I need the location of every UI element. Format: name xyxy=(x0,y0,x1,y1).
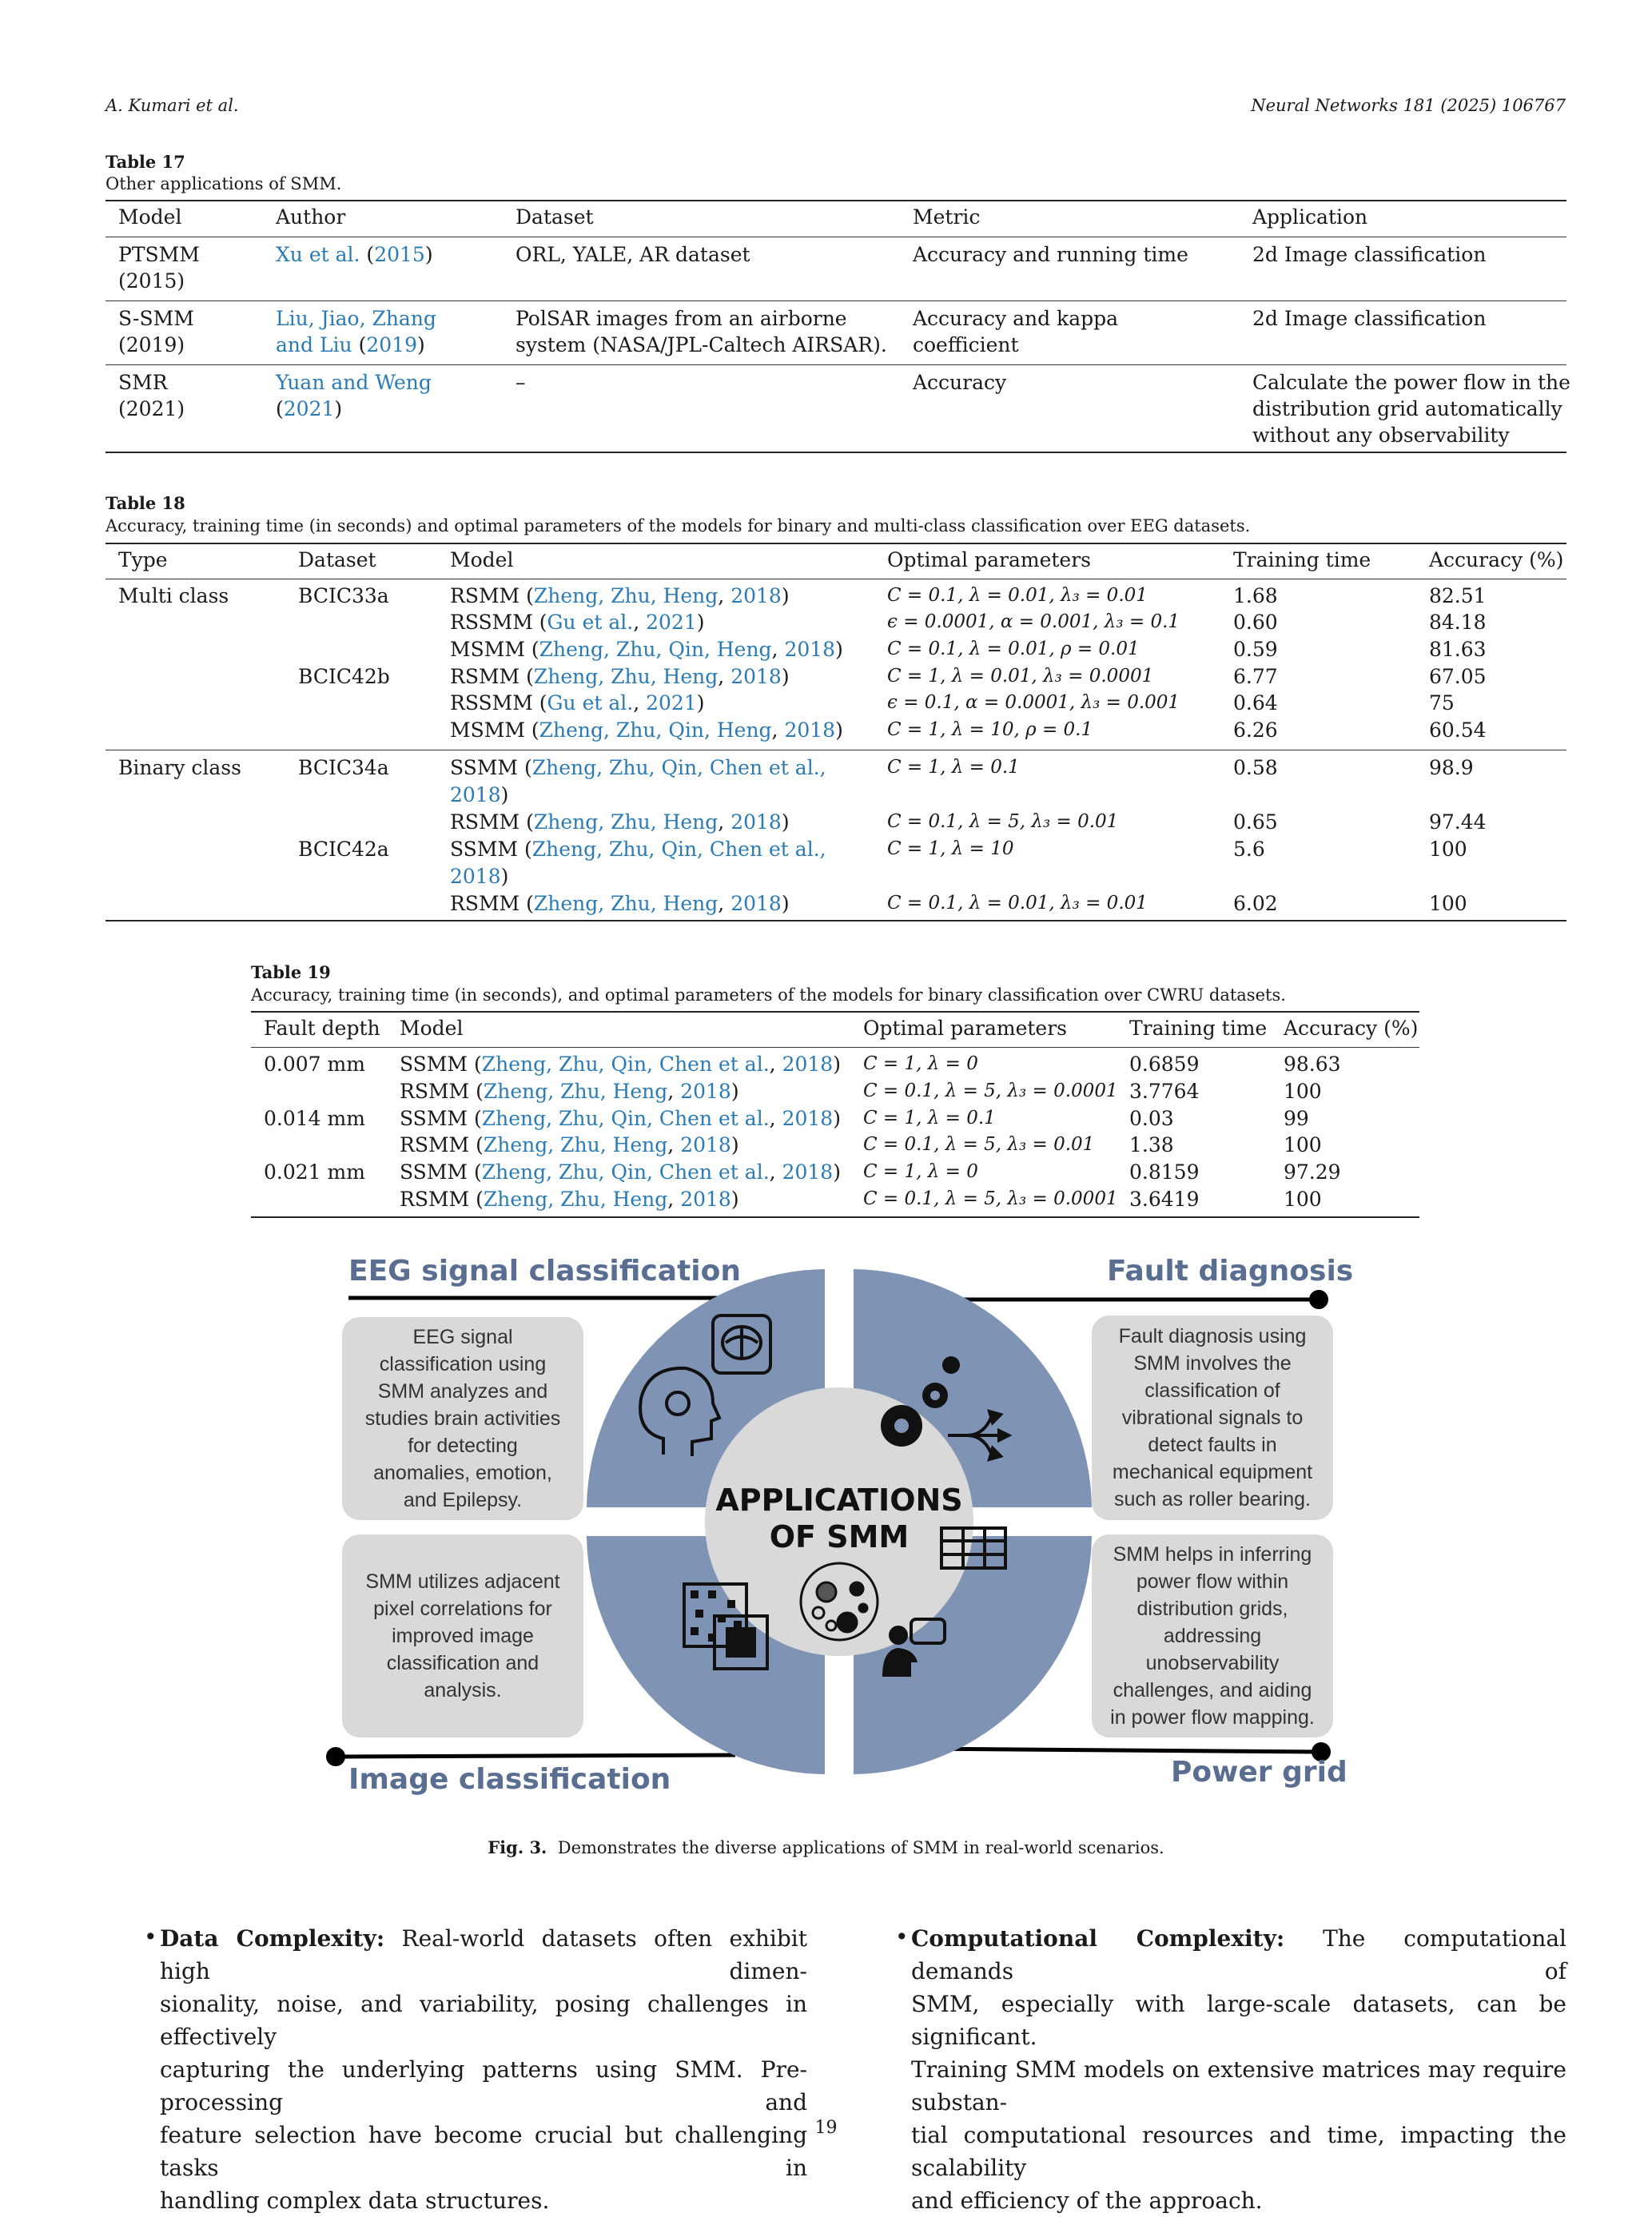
table18-col-header: Model xyxy=(450,548,514,571)
table19-col-header: Optimal parameters xyxy=(863,1017,1067,1040)
box-image xyxy=(342,1534,583,1737)
table18-time: 6.26 xyxy=(1233,718,1278,742)
table18-model-year: 2018 xyxy=(730,584,782,607)
table17-application: 2d Image classification xyxy=(1252,307,1487,330)
table17-model: S-SMM xyxy=(118,307,194,330)
table19-accuracy: 100 xyxy=(1284,1080,1322,1103)
table18-time: 0.58 xyxy=(1233,756,1278,779)
box-eeg-line: studies brain activities xyxy=(364,1407,561,1430)
table19-model-name: SSMM xyxy=(400,1160,468,1184)
bullet-line xyxy=(160,2053,807,2119)
bullet-text-line: feature selection have become crucial but challenging tasks in xyxy=(160,2122,807,2181)
table18-model-name: RSMM xyxy=(450,584,520,607)
bullet-title: Data Complexity: xyxy=(160,1925,385,1952)
table18-model-year: 2018 xyxy=(450,865,501,888)
bullet-text-line: capturing the underlying patterns using SMM. Pre-processing and xyxy=(160,2056,807,2116)
table17-model: (2021) xyxy=(118,397,185,420)
table19-model-name: RSMM xyxy=(400,1133,470,1156)
table17-metric: Accuracy and kappa xyxy=(913,307,1119,330)
box-eeg-line: anomalies, emotion, xyxy=(373,1462,552,1484)
table17-dataset: ORL, YALE, AR dataset xyxy=(516,243,750,266)
table17-col-header: Application xyxy=(1252,205,1368,229)
table19-model-ref: Zheng, Zhu, Qin, Chen et al. xyxy=(481,1107,770,1130)
table18-type: Multi class xyxy=(118,584,229,607)
table18-model-year-line: 2018) xyxy=(450,783,509,806)
table19-col-header: Training time xyxy=(1129,1017,1268,1040)
table19-params: C = 0.1, λ = 5, λ₃ = 0.01 xyxy=(863,1134,1095,1155)
table18-model-year: 2018 xyxy=(784,718,836,742)
table19-col-header: Model xyxy=(400,1017,464,1040)
table18-params: C = 0.1, λ = 5, λ₃ = 0.01 xyxy=(887,811,1119,832)
table17-author-line2: (2021) xyxy=(276,397,343,420)
table19-col-header: Fault depth xyxy=(264,1017,380,1040)
table18-model-year: 2018 xyxy=(784,638,836,661)
table18-model-name: SSMM xyxy=(450,756,519,779)
table18-params: C = 0.1, λ = 0.01, ρ = 0.01 xyxy=(887,639,1140,659)
figure-3 xyxy=(320,1247,1359,1806)
table19-label: Table 19 xyxy=(251,962,331,982)
table18-time: 1.68 xyxy=(1233,584,1278,607)
table17-dataset: – xyxy=(516,371,526,394)
table19-model: SSMM (Zheng, Zhu, Qin, Chen et al., 2018) xyxy=(400,1053,841,1076)
table19-model-ref: Zheng, Zhu, Heng xyxy=(483,1188,668,1211)
table18-model-ref: Gu et al. xyxy=(547,611,634,634)
table19-time: 0.03 xyxy=(1129,1107,1174,1130)
table17-col-header: Metric xyxy=(913,205,981,229)
table17-col-header: Dataset xyxy=(516,205,594,229)
table19-caption: Accuracy, training time (in seconds), and optimal parameters of the models for binary classification over CWRU datasets. xyxy=(251,985,1286,1005)
table18-col-header: Optimal parameters xyxy=(887,548,1091,571)
table17-col-header: Author xyxy=(276,205,346,229)
box-power-line: challenges, and aiding xyxy=(1113,1679,1312,1702)
center-title-line1: APPLICATIONS xyxy=(715,1483,963,1518)
bullet-text-line: SMM, especially with large-scale datasets, can be significant. xyxy=(911,1991,1566,2050)
table18-dataset: BCIC34a xyxy=(298,756,389,779)
bullet-title: Computational Complexity: xyxy=(911,1925,1285,1952)
table19-accuracy: 98.63 xyxy=(1284,1053,1341,1076)
box-image-line: SMM utilizes adjacent xyxy=(365,1570,560,1593)
table18-col-header: Accuracy (%) xyxy=(1429,548,1564,571)
table19-model: RSMM (Zheng, Zhu, Heng, 2018) xyxy=(400,1080,739,1103)
box-eeg-line: EEG signal xyxy=(412,1326,513,1348)
bullet-line xyxy=(160,2184,807,2217)
box-fault-line: mechanical equipment xyxy=(1112,1461,1313,1483)
table19-time: 3.7764 xyxy=(1129,1080,1200,1103)
table19-model-ref: Zheng, Zhu, Qin, Chen et al. xyxy=(481,1053,770,1076)
table19-model-year: 2018 xyxy=(680,1133,731,1156)
table17-caption: Other applications of SMM. xyxy=(105,174,342,193)
bullet-line xyxy=(911,2053,1566,2119)
table19-header-rule xyxy=(251,1047,1419,1048)
table18-params: C = 1, λ = 10, ρ = 0.1 xyxy=(887,719,1093,740)
table18-model: RSMM (Zheng, Zhu, Heng, 2018) xyxy=(450,665,790,688)
table18-params: ϵ = 0.0001, α = 0.001, λ₃ = 0.1 xyxy=(887,611,1180,632)
table19-accuracy: 100 xyxy=(1284,1133,1322,1156)
table18-model-ref: Zheng, Zhu, Heng xyxy=(533,810,719,834)
table18-params: C = 0.1, λ = 0.01, λ₃ = 0.01 xyxy=(887,585,1148,606)
table19-model-year: 2018 xyxy=(782,1107,834,1130)
table18-col-header: Type xyxy=(118,548,168,571)
table19-model-ref: Zheng, Zhu, Heng xyxy=(483,1133,668,1156)
box-power-line: SMM helps in inferring xyxy=(1113,1543,1312,1566)
table19-model-year: 2018 xyxy=(782,1160,834,1184)
table18-time: 6.02 xyxy=(1233,892,1278,915)
table18-accuracy: 81.63 xyxy=(1429,638,1487,661)
table18-model-name: MSMM xyxy=(450,718,525,742)
box-eeg xyxy=(342,1317,583,1520)
figure-3-caption-label: Fig. 3. xyxy=(488,1837,547,1857)
table17-author xyxy=(276,369,432,396)
table17-metric: coefficient xyxy=(913,333,1019,356)
box-fault-line: detect faults in xyxy=(1148,1434,1277,1456)
table19-model: RSMM (Zheng, Zhu, Heng, 2018) xyxy=(400,1133,739,1156)
bullet-text-line: tial computational resources and time, impacting the scalability xyxy=(911,2122,1566,2181)
table18-model-name: RSMM xyxy=(450,665,520,688)
table19-bottom-rule xyxy=(251,1216,1419,1218)
box-power-line: unobservability xyxy=(1145,1652,1280,1674)
box-power-line: distribution grids, xyxy=(1136,1598,1288,1620)
image-title-rule xyxy=(336,1755,735,1757)
table17-author-year: 2015 xyxy=(374,243,425,266)
table17-author xyxy=(276,305,436,332)
table18-model-year: 2018 xyxy=(730,892,782,915)
table18-time: 6.77 xyxy=(1233,665,1278,688)
table18-col-header: Dataset xyxy=(298,548,376,571)
table17-author-line2: and Liu (2019) xyxy=(276,333,425,356)
table19-model: SSMM (Zheng, Zhu, Qin, Chen et al., 2018) xyxy=(400,1107,841,1130)
table19-model: SSMM (Zheng, Zhu, Qin, Chen et al., 2018) xyxy=(400,1160,841,1184)
bullet-text-line: sionality, noise, and variability, posing challenges in effectively xyxy=(160,1991,807,2050)
bullet-text-line: Real-world datasets often exhibit high dimen- xyxy=(160,1925,808,1984)
bullet-data-complexity xyxy=(160,1922,807,2217)
table19-top-rule xyxy=(251,1011,1419,1013)
table18-model-name: RSMM xyxy=(450,810,520,834)
table18-time: 5.6 xyxy=(1233,838,1265,861)
table18-model-name: MSMM xyxy=(450,638,525,661)
table18-model: RSSMM (Gu et al., 2021) xyxy=(450,691,705,714)
table17-dataset: PolSAR images from an airborne xyxy=(516,307,847,330)
running-header-journal: Neural Networks 181 (2025) 106767 xyxy=(1251,96,1566,115)
table18-model-ref: Zheng, Zhu, Heng xyxy=(533,584,719,607)
box-eeg-line: and Epilepsy. xyxy=(403,1489,523,1511)
table18-model: MSMM (Zheng, Zhu, Qin, Heng, 2018) xyxy=(450,718,843,742)
table18-model-name: RSSMM xyxy=(450,611,533,634)
table19-model-name: SSMM xyxy=(400,1107,468,1130)
table18-model: RSMM (Zheng, Zhu, Heng, 2018) xyxy=(450,892,790,915)
table18-label: Table 18 xyxy=(105,493,185,513)
fig-title-fault: Fault diagnosis xyxy=(1107,1255,1354,1288)
table17-metric: Accuracy and running time xyxy=(913,243,1188,266)
table18-model-ref: Zheng, Zhu, Heng xyxy=(533,665,719,688)
table18-accuracy: 84.18 xyxy=(1429,611,1487,634)
table17-application: 2d Image classification xyxy=(1252,243,1487,266)
table19-depth: 0.014 mm xyxy=(264,1107,365,1130)
box-image-line: pixel correlations for xyxy=(373,1598,552,1620)
table19-model: RSMM (Zheng, Zhu, Heng, 2018) xyxy=(400,1188,739,1211)
table19-time: 0.6859 xyxy=(1129,1053,1200,1076)
table18-params: C = 1, λ = 10 xyxy=(887,838,1014,859)
table18-col-header: Training time xyxy=(1233,548,1371,571)
table18-model-ref: Zheng, Zhu, Heng xyxy=(533,892,719,915)
bullet-left-dot: • xyxy=(144,1924,157,1950)
table19-accuracy: 100 xyxy=(1284,1188,1322,1211)
table19-model-year: 2018 xyxy=(782,1053,834,1076)
table18-time: 0.65 xyxy=(1233,810,1278,834)
table18-dataset: BCIC33a xyxy=(298,584,389,607)
table19-params: C = 0.1, λ = 5, λ₃ = 0.0001 xyxy=(863,1188,1118,1209)
bullet-line xyxy=(160,1988,807,2053)
table17-model: (2019) xyxy=(118,333,185,356)
bullet-text-line: handling complex data structures. xyxy=(160,2187,550,2214)
table17-author-link2: and Liu xyxy=(276,333,352,356)
table17-dataset: system (NASA/JPL-Caltech AIRSAR). xyxy=(516,333,887,356)
table17-model: (2015) xyxy=(118,269,185,293)
box-power-line: addressing xyxy=(1163,1625,1262,1647)
table18-caption: Accuracy, training time (in seconds) and optimal parameters of the models for binary and multi-class classification over EEG datasets. xyxy=(105,516,1251,535)
fig-title-eeg: EEG signal classification xyxy=(348,1255,741,1288)
table18-dataset: BCIC42a xyxy=(298,838,389,861)
table17-application: distribution grid automatically xyxy=(1252,397,1562,420)
table19-model-name: RSMM xyxy=(400,1188,470,1211)
table17-label: Table 17 xyxy=(105,152,185,172)
table19-params: C = 1, λ = 0 xyxy=(863,1053,978,1074)
table18-model: SSMM (Zheng, Zhu, Qin, Chen et al., xyxy=(450,756,826,779)
table18-accuracy: 100 xyxy=(1429,892,1467,915)
table19-col-header: Accuracy (%) xyxy=(1284,1017,1419,1040)
box-power xyxy=(1092,1534,1333,1737)
box-eeg-line: classification using xyxy=(379,1353,547,1375)
table18-top-rule xyxy=(105,543,1566,544)
table17-author: Xu et al. (2015) xyxy=(276,243,433,266)
table19-accuracy: 97.29 xyxy=(1284,1160,1341,1184)
table18-model-year: 2018 xyxy=(450,783,501,806)
table18-accuracy: 75 xyxy=(1429,691,1455,714)
fault-title-dot xyxy=(1309,1290,1328,1309)
table18-params: ϵ = 0.1, α = 0.0001, λ₃ = 0.001 xyxy=(887,692,1180,713)
box-power-line: power flow within xyxy=(1136,1570,1289,1593)
table18-model-ref: Gu et al. xyxy=(547,691,634,714)
table19-params: C = 1, λ = 0.1 xyxy=(863,1108,996,1128)
table17-author-link: Liu, Jiao, Zhang xyxy=(276,307,436,330)
box-fault-line: such as roller bearing. xyxy=(1114,1488,1311,1511)
box-image-line: classification and xyxy=(386,1652,539,1674)
table17-application: Calculate the power flow in the xyxy=(1252,371,1570,394)
table18-model-ref: Zheng, Zhu, Qin, Heng xyxy=(539,638,772,661)
image-title-dot xyxy=(326,1747,345,1766)
table18-model-year: 2018 xyxy=(730,665,782,688)
box-power-line: in power flow mapping. xyxy=(1110,1706,1315,1729)
fig-title-power: Power grid xyxy=(1171,1756,1347,1789)
table18-model-year: 2021 xyxy=(646,611,697,634)
page-number: 19 xyxy=(814,2118,838,2138)
bullet-text-line: Training SMM models on extensive matrices may require substan- xyxy=(911,2056,1566,2116)
table18-time: 0.59 xyxy=(1233,638,1278,661)
fig-title-image: Image classification xyxy=(348,1763,671,1796)
table18-dataset: BCIC42b xyxy=(298,665,390,688)
table18-model-year-line: 2018) xyxy=(450,865,509,888)
table18-params: C = 1, λ = 0.01, λ₃ = 0.0001 xyxy=(887,666,1154,687)
table17-author-link: Xu et al. xyxy=(276,243,360,266)
table18-model-name: RSMM xyxy=(450,892,520,915)
box-fault-line: SMM involves the xyxy=(1133,1352,1292,1375)
running-header-authors: A. Kumari et al. xyxy=(105,96,239,115)
table18-accuracy: 82.51 xyxy=(1429,584,1487,607)
table19-model-ref: Zheng, Zhu, Heng xyxy=(483,1080,668,1103)
table17-col-header: Model xyxy=(118,205,182,229)
table19-model-year: 2018 xyxy=(680,1188,731,1211)
table17-author-year: 2019 xyxy=(366,333,417,356)
table19-depth: 0.007 mm xyxy=(264,1053,365,1076)
table18-time: 0.60 xyxy=(1233,611,1278,634)
bullet-right-dot: • xyxy=(895,1924,909,1950)
table18-type: Binary class xyxy=(118,756,241,779)
box-fault-line: vibrational signals to xyxy=(1121,1407,1304,1429)
table19-params: C = 1, λ = 0 xyxy=(863,1161,978,1182)
box-fault-line: classification of xyxy=(1144,1379,1280,1402)
table18-model-name: SSMM xyxy=(450,838,519,861)
center-title-line2: OF SMM xyxy=(769,1519,910,1554)
table18-model-ref: Zheng, Zhu, Qin, Chen et al., xyxy=(531,756,826,779)
table18-model-year: 2018 xyxy=(730,810,782,834)
table17-model: PTSMM xyxy=(118,243,200,266)
table18-accuracy: 67.05 xyxy=(1429,665,1487,688)
bullet-line xyxy=(911,2184,1566,2217)
table18-params: C = 1, λ = 0.1 xyxy=(887,757,1020,778)
table18-accuracy: 60.54 xyxy=(1429,718,1487,742)
table17-author-year: 2021 xyxy=(283,397,335,420)
table19-time: 0.8159 xyxy=(1129,1160,1200,1184)
box-fault-line: Fault diagnosis using xyxy=(1118,1325,1307,1347)
bullet-computational-complexity xyxy=(911,1922,1566,2217)
box-image-line: improved image xyxy=(392,1625,534,1647)
table17-bottom-rule xyxy=(105,452,1566,453)
table18-model-ref: Zheng, Zhu, Qin, Heng xyxy=(539,718,772,742)
table18-model-ref: Zheng, Zhu, Qin, Chen et al., xyxy=(531,838,826,861)
bullet-line xyxy=(160,1922,807,1988)
table19-model-name: SSMM xyxy=(400,1053,468,1076)
table18-bottom-rule xyxy=(105,920,1566,921)
table18-accuracy: 97.44 xyxy=(1429,810,1487,834)
table18-accuracy: 100 xyxy=(1429,838,1467,861)
table19-params: C = 0.1, λ = 5, λ₃ = 0.0001 xyxy=(863,1081,1118,1101)
table17-metric: Accuracy xyxy=(913,371,1007,394)
table18-time: 0.64 xyxy=(1233,691,1278,714)
bullet-line xyxy=(911,1988,1566,2053)
table19-accuracy: 99 xyxy=(1284,1107,1309,1130)
box-eeg-line: SMM analyzes and xyxy=(377,1380,548,1403)
table18-model-year: 2021 xyxy=(646,691,697,714)
box-fault xyxy=(1092,1315,1333,1520)
box-image-line: analysis. xyxy=(424,1679,502,1702)
table18-model: RSSMM (Gu et al., 2021) xyxy=(450,611,705,634)
table18-model: SSMM (Zheng, Zhu, Qin, Chen et al., xyxy=(450,838,826,861)
table18-accuracy: 98.9 xyxy=(1429,756,1474,779)
bullet-text-line: The computational demands of xyxy=(911,1925,1566,1984)
table17-application: without any observability xyxy=(1252,424,1510,447)
table19-model-year: 2018 xyxy=(680,1080,731,1103)
table17-row-rule xyxy=(105,364,1566,365)
table17-author-link: Yuan and Weng xyxy=(276,371,432,394)
figure-3-caption-text: Demonstrates the diverse applications of SMM in real-world scenarios. xyxy=(557,1838,1164,1857)
table18-model-name: RSSMM xyxy=(450,691,533,714)
table19-time: 3.6419 xyxy=(1129,1188,1200,1211)
table19-time: 1.38 xyxy=(1129,1133,1174,1156)
bullet-text-line: and efficiency of the approach. xyxy=(911,2187,1263,2214)
table18-params: C = 0.1, λ = 0.01, λ₃ = 0.01 xyxy=(887,893,1148,913)
bullet-line xyxy=(911,1922,1566,1988)
table18-model: RSMM (Zheng, Zhu, Heng, 2018) xyxy=(450,584,790,607)
table18-model: MSMM (Zheng, Zhu, Qin, Heng, 2018) xyxy=(450,638,843,661)
table19-depth: 0.021 mm xyxy=(264,1160,365,1184)
table17-model: SMR xyxy=(118,371,168,394)
table19-model-ref: Zheng, Zhu, Qin, Chen et al. xyxy=(481,1160,770,1184)
figure-3-caption xyxy=(0,1837,1652,1857)
table18-model: RSMM (Zheng, Zhu, Heng, 2018) xyxy=(450,810,790,834)
table17-top-rule xyxy=(105,200,1566,201)
box-eeg-line: for detecting xyxy=(408,1435,518,1457)
table19-model-name: RSMM xyxy=(400,1080,470,1103)
power-title-rule xyxy=(921,1749,1321,1752)
